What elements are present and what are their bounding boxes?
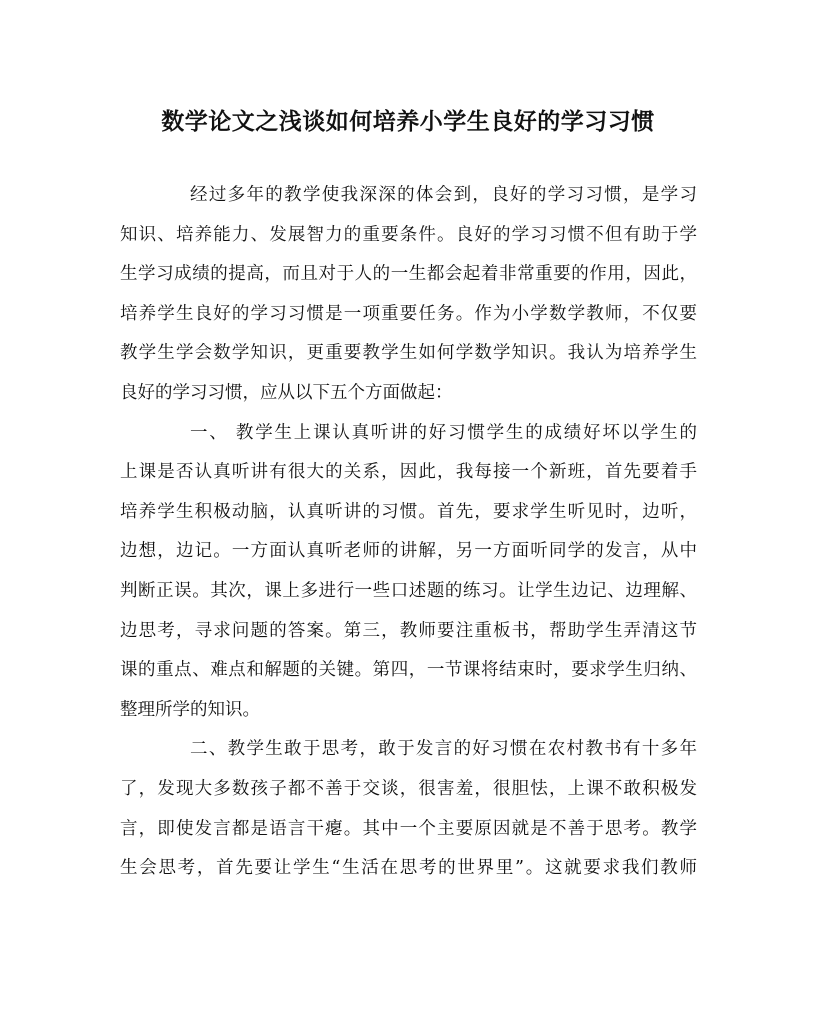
paragraph-line: 判断正误。其次，课上多进行一些口述题的练习。让学生边记、边理解、 — [120, 580, 697, 601]
paragraph-line: 生会思考，首先要让学生“生活在思考的世界里”。这就要求我们教师 — [120, 858, 697, 879]
document-body — [120, 176, 697, 889]
paragraph-line: 边想，边记。一方面认真听老师的讲解，另一方面听同学的发言，从中 — [120, 541, 697, 562]
paragraph-line: 整理所学的知识。 — [120, 699, 260, 720]
paragraph-line: 课的重点、难点和解题的关键。第四，一节课将结束时，要求学生归纳、 — [120, 660, 697, 681]
paragraph-line: 良好的学习习惯，应从以下五个方面做起： — [120, 382, 453, 403]
section-heading-line: 二、教学生敢于思考，敢于发言的好习惯在农村教书有十多年 — [190, 739, 697, 760]
section-heading-line: 一、 教学生上课认真听讲的好习惯学生的成绩好坏以学生的 — [190, 422, 697, 443]
paragraph-line: 上课是否认真听讲有很大的关系，因此，我每接一个新班，首先要着手 — [120, 462, 697, 483]
paragraph-line: 了，发现大多数孩子都不善于交谈，很害羞，很胆怯，上课不敢积极发 — [120, 778, 697, 799]
paragraph-line: 培养学生积极动脑，认真听讲的习惯。首先，要求学生听见时，边听， — [120, 501, 697, 522]
paragraph-line: 知识、培养能力、发展智力的重要条件。良好的学习习惯不但有助于学 — [120, 224, 697, 245]
paragraph-line: 培养学生良好的学习习惯是一项重要任务。作为小学数学教师，不仅要 — [120, 303, 697, 324]
paragraph-line: 生学习成绩的提高，而且对于人的一生都会起着非常重要的作用，因此， — [120, 264, 697, 285]
paragraph-line: 边思考，寻求问题的答案。第三，教师要注重板书，帮助学生弄清这节 — [120, 620, 697, 641]
paragraph-line: 经过多年的教学使我深深的体会到，良好的学习习惯，是学习 — [190, 185, 697, 205]
document-title: 数学论文之浅谈如何培养小学生良好的学习习惯 — [161, 108, 655, 135]
paragraph-line: 教学生学会数学知识，更重要教学生如何学数学知识。我认为培养学生 — [120, 343, 697, 364]
paragraph-line: 言，即使发言都是语言干瘪。其中一个主要原因就是不善于思考。教学 — [120, 818, 697, 839]
